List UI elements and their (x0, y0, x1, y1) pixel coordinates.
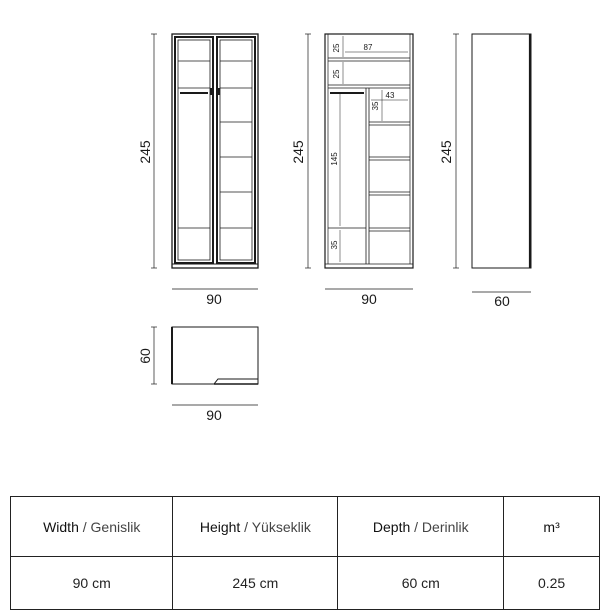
top-view (172, 327, 258, 384)
spec-table (10, 496, 600, 610)
header-depth (338, 497, 504, 557)
front-view (172, 34, 258, 268)
side-height-label: 245 (438, 140, 454, 164)
dim-bottom-height: 35 (330, 240, 339, 250)
dim-second-height: 25 (332, 69, 341, 79)
dim-shelf-height: 35 (371, 101, 380, 111)
side-depth-label: 60 (494, 293, 510, 309)
top-width-label: 90 (206, 407, 222, 423)
header-width-sep: / (78, 518, 91, 535)
header-height-sep: / (240, 518, 252, 535)
header-height (173, 497, 338, 557)
interior-width-label: 90 (361, 291, 377, 307)
value-height: 245 cm (173, 557, 338, 610)
header-volume (504, 497, 600, 557)
front-height-label: 245 (137, 140, 153, 164)
side-view (472, 34, 531, 268)
header-volume-en: m³ (543, 518, 560, 535)
header-height-tr: Yükseklik (251, 518, 311, 535)
front-width-label: 90 (206, 291, 222, 307)
header-depth-sep: / (410, 518, 422, 535)
value-depth: 60 cm (338, 557, 504, 610)
value-volume: 0.25 (504, 557, 600, 610)
header-width-tr: Genislik (90, 518, 141, 535)
value-width: 90 cm (11, 557, 173, 610)
header-depth-tr: Derinlik (421, 518, 469, 535)
spec-header-row (11, 497, 600, 557)
header-depth-en: Depth (372, 518, 411, 535)
top-depth-label: 60 (137, 348, 153, 364)
header-width (11, 497, 173, 557)
header-width-en: Width (43, 518, 79, 535)
interior-height-label: 245 (290, 140, 306, 164)
dim-shelf-width: 43 (385, 91, 395, 100)
dim-inner-width: 87 (363, 43, 373, 52)
dim-top-height: 25 (332, 43, 341, 53)
header-height-en: Height (199, 518, 241, 535)
dim-hanging-height: 145 (330, 152, 339, 166)
spec-value-row (11, 557, 600, 610)
interior-view (325, 34, 413, 268)
